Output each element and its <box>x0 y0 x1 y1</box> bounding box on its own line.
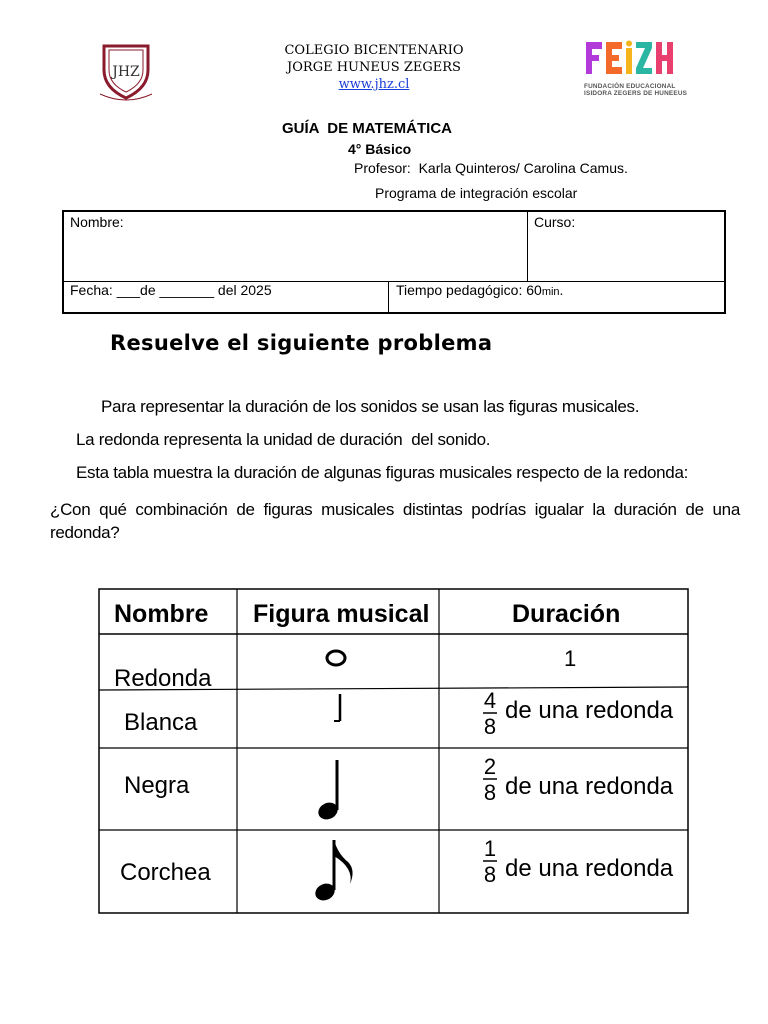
school-website-link[interactable]: www.jhz.cl <box>338 77 410 92</box>
school-name-line2: JORGE HUNEUS ZEGERS <box>287 60 461 75</box>
duration-blanca: de una redonda <box>505 697 674 724</box>
problem-paragraph-2: La redonda representa la unidad de duración del sonido. <box>76 430 491 449</box>
row-name-corchea: Corchea <box>120 859 211 886</box>
student-info-table <box>62 210 726 314</box>
duration-corchea: de una redonda <box>505 855 674 882</box>
school-header <box>264 42 484 93</box>
name-field-label: Nombre: <box>70 214 124 230</box>
svg-text:JHZ: JHZ <box>112 64 140 80</box>
date-field-label: Fecha: ___de _______ del 2025 <box>70 282 272 298</box>
row-name-negra: Negra <box>124 772 190 799</box>
time-field-label: Tiempo pedagógico: 60min. <box>396 282 564 298</box>
school-name-line1: COLEGIO BICENTENARIO <box>284 43 464 58</box>
header-duracion: Duración <box>512 600 621 628</box>
foundation-logo <box>584 40 688 97</box>
problem-paragraph-1: Para representar la duración de los sonidos se usan las figuras musicales. <box>101 397 640 416</box>
music-figures-table <box>98 588 690 921</box>
fraction-denominator-corchea: 8 <box>483 862 497 887</box>
problem-question: ¿Con qué combinación de figuras musicales distintas podrías igualar la duración de una redonda? <box>50 500 740 542</box>
row-name-blanca: Blanca <box>124 709 198 736</box>
fraction-numerator-corchea: 1 <box>483 836 497 861</box>
duration-negra: de una redonda <box>505 773 674 800</box>
duration-redonda: 1 <box>564 646 577 671</box>
school-crest-logo <box>96 40 156 104</box>
fraction-denominator-negra: 8 <box>483 780 497 805</box>
problem-paragraph-3: Esta tabla muestra la duración de algunas figuras musicales respecto de la redonda: <box>76 463 689 482</box>
header-figura: Figura musical <box>253 600 430 628</box>
foundation-name-line1: FUNDACIÓN EDUCACIONAL <box>584 83 676 90</box>
teacher-label: Profesor: Karla Quinteros/ Carolina Camus. <box>354 160 628 176</box>
foundation-name-line2: ISIDORA ZEGERS DE HUNEEUS <box>584 90 688 97</box>
program-label: Programa de integración escolar <box>375 185 578 201</box>
fraction-numerator-negra: 2 <box>483 754 497 779</box>
grade-label: 4° Básico <box>348 141 412 157</box>
row-name-redonda: Redonda <box>114 665 212 692</box>
header-nombre: Nombre <box>114 600 209 628</box>
course-field-label: Curso: <box>534 214 576 230</box>
fraction-numerator-blanca: 4 <box>483 688 497 713</box>
guide-title: GUÍA DE MATEMÁTICA <box>282 120 452 137</box>
fraction-denominator-blanca: 8 <box>483 714 497 739</box>
instruction-heading: Resuelve el siguiente problema <box>110 331 493 355</box>
